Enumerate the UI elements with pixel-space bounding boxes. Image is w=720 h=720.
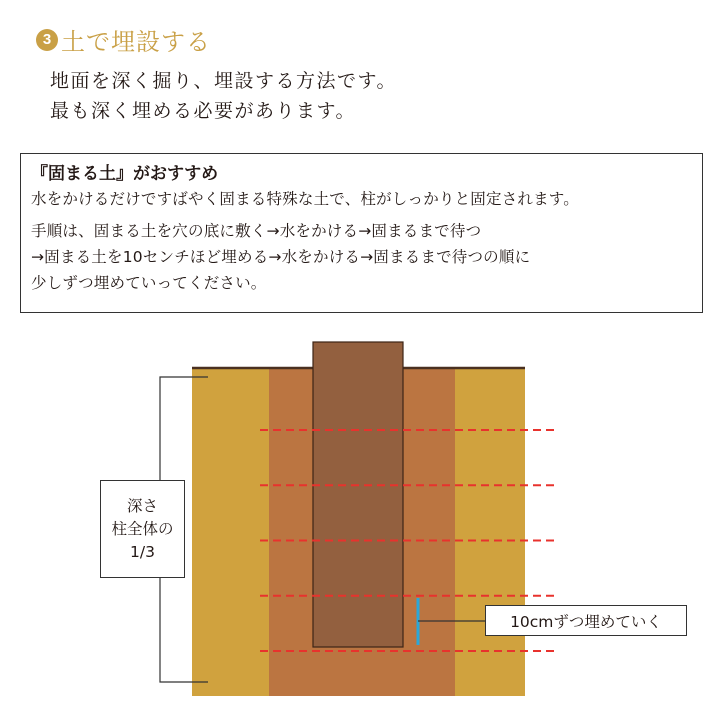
- post: [313, 342, 403, 647]
- depth-label-line: 1/3: [130, 542, 155, 561]
- depth-label-line: 深さ: [126, 496, 158, 515]
- tip-steps-line: →固まる土を10センチほど埋める→水をかける→固まるまで待つの順に: [31, 248, 531, 266]
- section-title: 土で埋設する: [61, 28, 211, 56]
- tip-steps-line: 手順は、固まる土を穴の底に敷く→水をかける→固まるまで待つ: [31, 222, 482, 240]
- intro-line: 地面を深く掘り、埋設する方法です。: [50, 70, 397, 92]
- layer-callout: 10cmずつ埋めていく: [485, 605, 687, 636]
- tip-steps-line: 少しずつ埋めていってください。: [31, 274, 267, 292]
- section-heading: [36, 22, 211, 57]
- tip-description: 水をかけるだけですばやく固まる特殊な土で、柱がしっかりと固定されます。: [31, 190, 579, 208]
- depth-label: [100, 480, 185, 578]
- step-number-badge: 3: [36, 29, 58, 51]
- depth-label-line: 柱全体の: [111, 519, 174, 538]
- tip-title: 『固まる土』がおすすめ: [31, 164, 219, 184]
- intro-text: [50, 66, 397, 126]
- tip-box: [20, 153, 703, 313]
- intro-line: 最も深く埋める必要があります。: [50, 100, 356, 122]
